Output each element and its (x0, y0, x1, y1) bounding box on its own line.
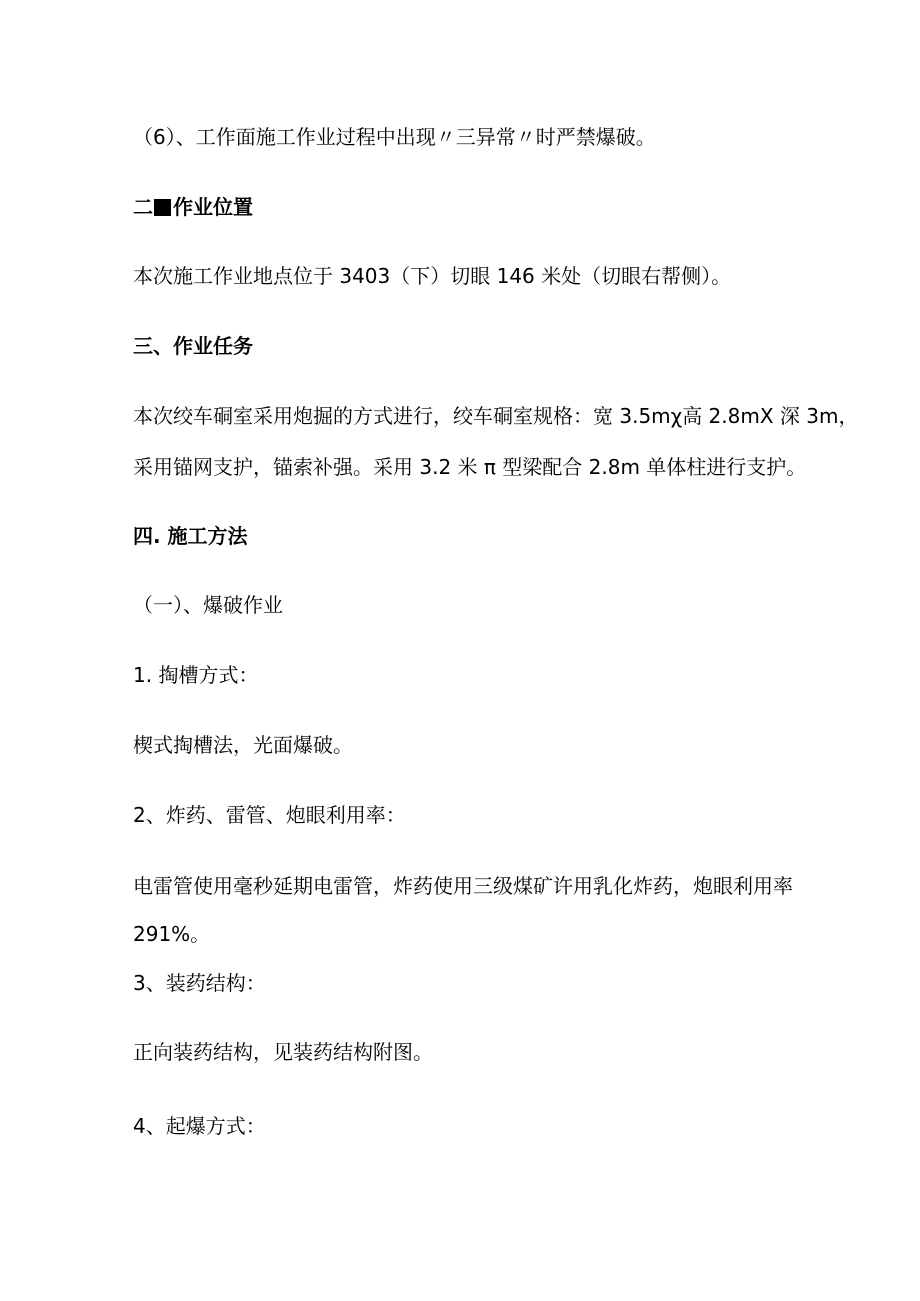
heading-work-task: 三、作业任务 (133, 334, 253, 358)
item-2-title: 2、炸药、雷管、炮眼利用率： (133, 803, 406, 827)
item-3-title: 3、装药结构： (133, 971, 266, 995)
paragraph-task-line-2: 采用锚网支护，锚索补强。采用 3.2 米 π 型梁配合 2.8m 单体柱进行支护。 (133, 455, 807, 479)
heading-construction-method: 四. 施工方法 (133, 524, 248, 548)
item-3-body: 正向装药结构，见装药结构附图。 (133, 1040, 433, 1064)
item-4-title: 4、起爆方式： (133, 1114, 266, 1138)
item-1-body: 楔式掏槽法，光面爆破。 (133, 733, 353, 757)
heading-work-location (133, 195, 803, 219)
heading-text: 作业位置 (173, 195, 253, 219)
heading-number: 二 (133, 195, 153, 219)
paragraph-task-line-1: 本次绞车硐室采用炮掘的方式进行，绞车硐室规格：宽 3.5mχ高 2.8mX 深 3m， (133, 404, 859, 428)
subheading-blasting: （一）、爆破作业 (133, 593, 283, 617)
filled-square-icon (154, 199, 171, 216)
item-2-body-line-1: 电雷管使用毫秒延期电雷管，炸药使用三级煤矿许用乳化炸药，炮眼利用率 (133, 874, 793, 898)
item-1-title: 1. 掏槽方式： (133, 663, 259, 687)
paragraph-work-location: 本次施工作业地点位于 3403（下）切眼 146 米处（切眼右帮侧）。 (133, 264, 732, 288)
item-2-body-line-2: 291%。 (133, 922, 211, 946)
paragraph-blast-prohibition: （6）、工作面施工作业过程中出现〃三异常〃时严禁爆破。 (133, 125, 656, 149)
